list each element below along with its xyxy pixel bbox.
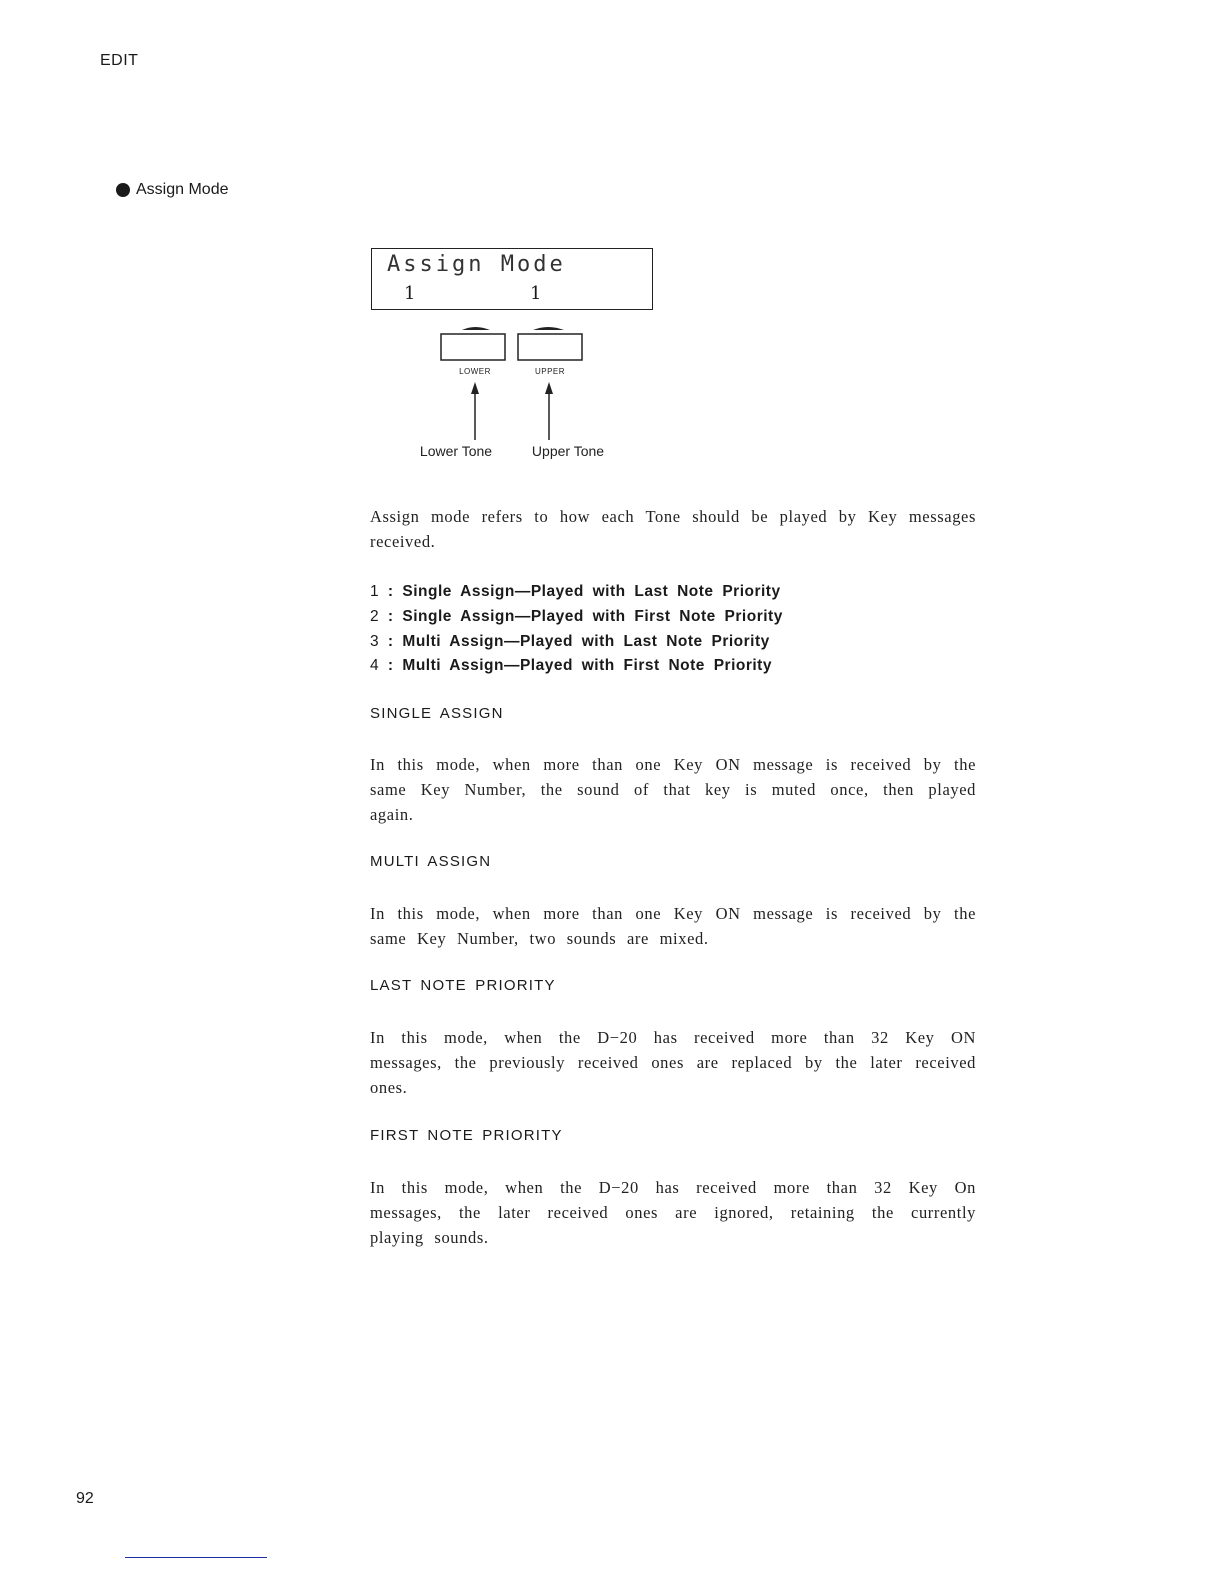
- page-number: 92: [76, 1490, 94, 1507]
- multi-assign-text: In this mode, when more than one Key ON message is received by the same Key Number, two sounds are mixed.: [370, 904, 976, 948]
- mode-list: [370, 580, 783, 679]
- last-note-priority-heading: LAST NOTE PRIORITY: [370, 977, 556, 994]
- lower-arrowhead-icon: [471, 382, 479, 394]
- upper-arrowhead-icon: [545, 382, 553, 394]
- upper-button: [518, 334, 582, 360]
- page-header: EDIT: [100, 52, 139, 69]
- bullet-icon: [116, 183, 130, 197]
- lcd-lower-value: 1: [404, 283, 416, 304]
- mode-item: 2 : Single Assign—Played with First Note Priority: [370, 607, 783, 625]
- upper-led-icon: [533, 327, 564, 330]
- intro-paragraph: Assign mode refers to how each Tone should be played by Key messages received.: [370, 507, 976, 551]
- mode-item: 4 : Multi Assign—Played with First Note Priority: [370, 657, 772, 675]
- footer-rule: [125, 1557, 267, 1558]
- lower-led-icon: [462, 327, 490, 330]
- section-title-text: Assign Mode: [136, 181, 229, 198]
- mode-item: 1 : Single Assign—Played with Last Note Priority: [370, 583, 781, 600]
- single-assign-heading: SINGLE ASSIGN: [370, 705, 504, 722]
- lower-tone-label: Lower Tone: [419, 443, 493, 459]
- mode-item: 3 : Multi Assign—Played with Last Note Priority: [370, 632, 770, 650]
- first-note-priority-text: In this mode, when the D−20 has received more than 32 Key On messages, the later received ones are ignored, retaining the currently playing sounds.: [370, 1178, 976, 1247]
- section-title: [116, 181, 229, 199]
- last-note-priority-text: In this mode, when the D−20 has received more than 32 Key ON messages, the previously received ones are replaced by the later received ones.: [370, 1028, 976, 1097]
- first-note-priority-heading: FIRST NOTE PRIORITY: [370, 1127, 563, 1144]
- single-assign-text: In this mode, when more than one Key ON message is received by the same Key Number, the sound of that key is muted once, then played again.: [370, 755, 976, 824]
- lower-button: [441, 334, 505, 360]
- upper-tone-label: Upper Tone: [531, 443, 605, 459]
- lcd-upper-value: 1: [530, 283, 542, 304]
- lcd-line-1: Assign Mode: [387, 252, 566, 277]
- button-diagram: [400, 318, 640, 468]
- multi-assign-heading: MULTI ASSIGN: [370, 853, 492, 870]
- lower-button-caption: LOWER: [459, 367, 491, 376]
- upper-button-caption: UPPER: [534, 367, 566, 376]
- lcd-display: [371, 248, 653, 310]
